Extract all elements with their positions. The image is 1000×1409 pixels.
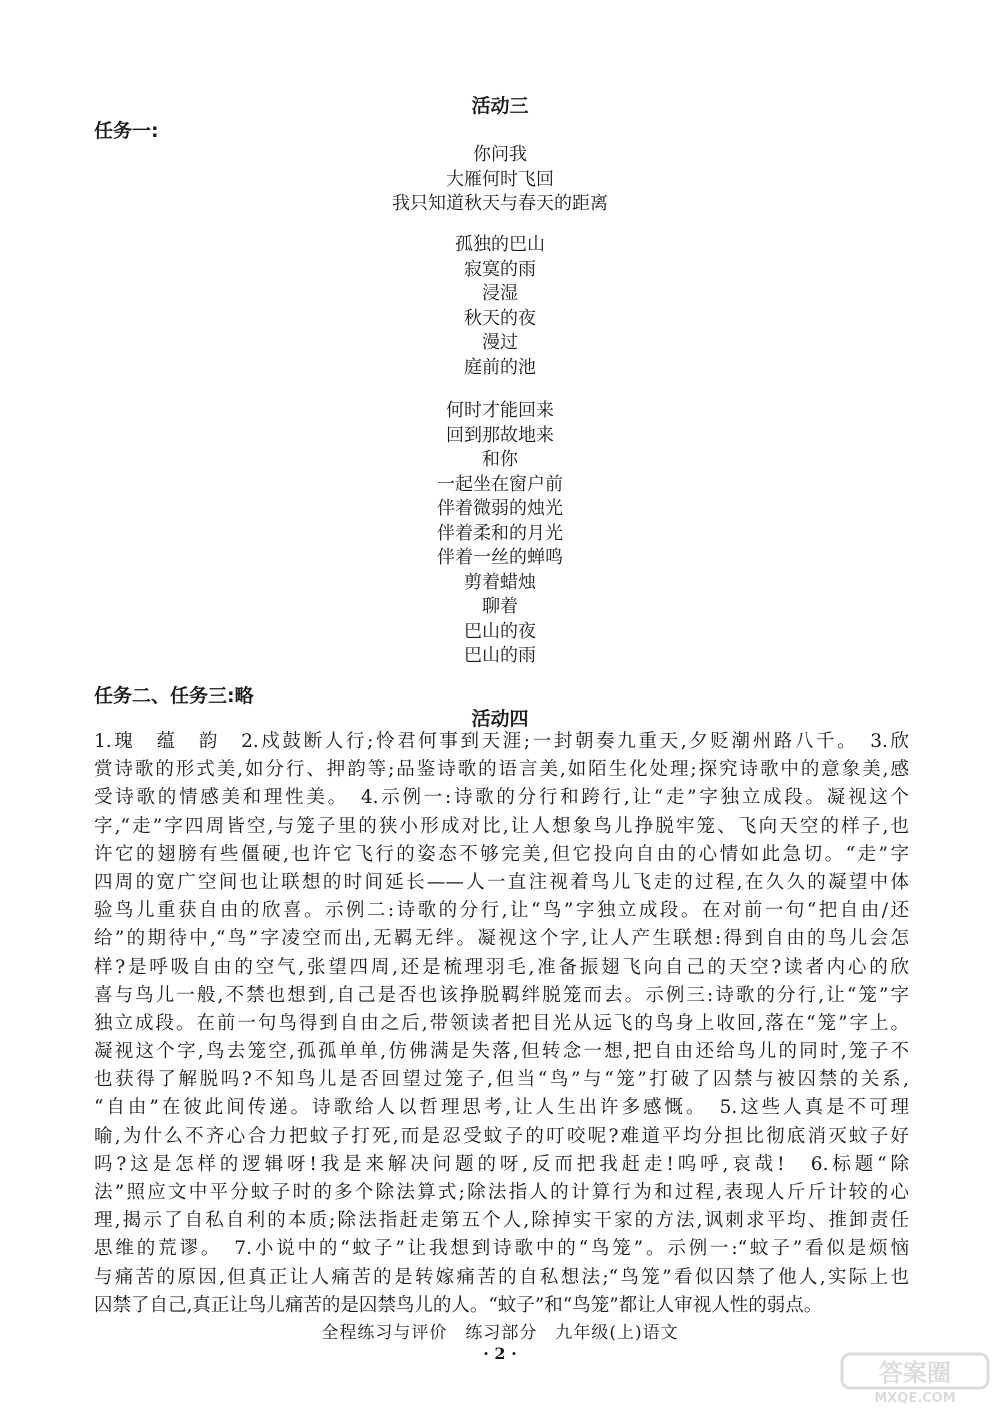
page-number: · 2 · (483, 1344, 517, 1363)
poem-line: 和你 (482, 449, 518, 470)
poem-line: 寂寞的雨 (464, 258, 536, 280)
poem-line: 漫过 (482, 332, 518, 353)
watermark-logo (840, 1352, 990, 1404)
answer-line: 凝视这个字,鸟去笼空,孤孤单单,仿佛满是失落,但转念一想,把自由还给鸟儿的同时,笼子不 (94, 1041, 909, 1063)
answer-line: 理,揭示了自私自利的本质;除法指赶走第五个人,除掉实干家的方法,讽刺求平均、推卸责任 (94, 1210, 909, 1232)
activity-3-title: 活动三 (471, 95, 529, 117)
answer-line: 赏诗歌的形式美,如分行、押韵等;品鉴诗歌的语言美,如陌生化处理;探究诗歌中的意象美,感 (94, 759, 909, 781)
answer-line: 法”照应文中平分蚊子时的多个除法算式;除法指人的计算行为和过程,表现人斤斤计较的心 (94, 1182, 909, 1203)
poem-line: 大雁何时飞回 (446, 168, 554, 190)
answer-line: 验鸟儿重获自由的欣喜。示例二:诗歌的分行,让“鸟”字独立成段。在对前一句“把自由/还 (94, 900, 909, 922)
answer-line: 思维的荒谬。 7.小说中的“蚊子”让我想到诗歌中的“鸟笼”。示例一:“蚊子”看似是烦恼 (94, 1238, 909, 1260)
watermark-text: 答案圈 (879, 1359, 951, 1387)
poem-line: 巴山的雨 (464, 645, 536, 666)
poem-line: 你问我 (473, 144, 527, 165)
poem-line: 伴着微弱的烛光 (437, 498, 563, 519)
answer-line: 样?是呼吸自由的空气,张望四周,还是梳理羽毛,准备振翅飞向自己的天空?读者内心的欣 (94, 956, 909, 978)
poem-line: 剪着蜡烛 (464, 571, 536, 593)
answer-line: 字,“走”字四周皆空,与笼子里的狭小形成对比,让人想象鸟儿挣脱牢笼、飞向天空的样子,也 (94, 815, 909, 837)
task-2-3-label: 任务二、任务三:略 (94, 685, 254, 707)
poem-stanza-3 (0, 399, 1000, 669)
poem-stanza-1 (0, 143, 1000, 217)
task-1-label: 任务一: (94, 120, 159, 142)
poem-line: 巴山的夜 (464, 620, 536, 642)
answer-line: 独立成段。在前一句鸟得到自由之后,带领读者把目光从远飞的鸟身上收回,落在“笼”字上。 (94, 1012, 909, 1034)
poem-line: 浸湿 (482, 283, 518, 304)
answer-line: 囚禁了自己,真正让鸟儿痛苦的是囚禁鸟儿的人。“蚊子”和“鸟笼”都让人审视人性的弱点。 (94, 1294, 823, 1316)
activity-4-answers (94, 728, 909, 1320)
answer-line: 许它的翅膀有些僵硬,也许它飞行的姿态不够完美,但它投向自由的心情如此急切。“走”字 (94, 843, 909, 865)
activity-4-title: 活动四 (471, 708, 529, 730)
poem-line: 庭前的池 (464, 356, 536, 378)
answer-line: 喻,为什么不齐心合力把蚊子打死,而是忍受蚊子的叮咬呢?难道平均分担比彻底消灭蚊子好 (94, 1125, 909, 1147)
poem-line: 我只知道秋天与春天的距离 (392, 193, 608, 214)
watermark-url: MXQE.COM (874, 1391, 956, 1404)
poem-line: 一起坐在窗户前 (437, 473, 563, 495)
poem-stanza-2 (0, 233, 1000, 380)
book-footer: 全程练习与评价 练习部分 九年级(上)语文 (321, 1323, 679, 1343)
poem-line: 伴着一丝的蝉鸣 (437, 547, 563, 568)
answer-line: 受诗歌的情感美和理性美。 4.示例一:诗歌的分行和跨行,让“走”字独立成段。凝视这个 (94, 787, 909, 809)
answer-line: 1.瑰 蕴 韵 2.戍鼓断人行;怜君何事到天涯;一封朝奏九重天,夕贬潮州路八千。 3.欣 (94, 731, 909, 752)
answer-line: 与痛苦的原因,但真正让人痛苦的是转嫁痛苦的自私想法;“鸟笼”看似囚禁了他人,实际上也 (94, 1266, 909, 1288)
answer-line: 给”的期待中,“鸟”字凌空而出,无羁无绊。凝视这个字,让人产生联想:得到自由的鸟儿会怎 (94, 928, 909, 950)
poem-line: 聊着 (482, 596, 518, 617)
poem-line: 秋天的夜 (464, 307, 536, 329)
poem-line: 孤独的巴山 (455, 234, 545, 255)
poem-line: 回到那故地来 (446, 424, 554, 446)
answer-line: 吗?这是怎样的逻辑呀!我是来解决问题的呀,反而把我赶走!呜呼,哀哉! 6.标题“除 (94, 1153, 909, 1175)
answer-line: “自由”在彼此间传递。诗歌给人以哲理思考,让人生出许多感慨。 5.这些人真是不可理 (94, 1097, 909, 1119)
answer-line: 喜与鸟儿一般,不禁也想到,自己是否也该挣脱羁绊脱笼而去。示例三:诗歌的分行,让“笼”字 (94, 984, 909, 1006)
poem-line: 何时才能回来 (446, 400, 554, 421)
answer-line: 也获得了解脱吗?不知鸟儿是否回望过笼子,但当“鸟”与“笼”打破了囚禁与被囚禁的关系, (94, 1069, 909, 1091)
poem-line: 伴着柔和的月光 (437, 522, 563, 544)
answer-line: 四周的宽广空间也让联想的时间延长——人一直注视着鸟儿飞走的过程,在久久的凝望中体 (94, 871, 909, 893)
